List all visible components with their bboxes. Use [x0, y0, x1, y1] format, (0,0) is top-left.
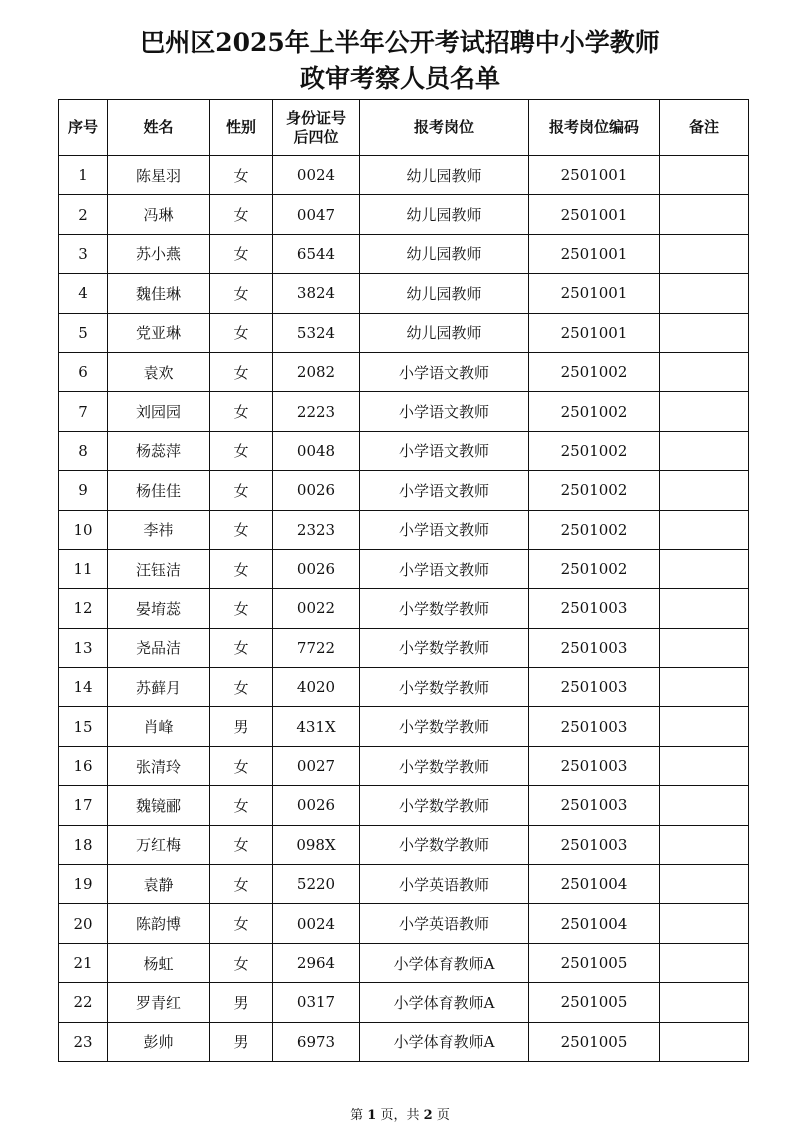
cell-name: 魏佳琳 [108, 274, 210, 313]
cell-gender: 女 [210, 746, 273, 785]
cell-position-code: 2501002 [529, 352, 660, 391]
cell-no: 13 [59, 628, 108, 667]
cell-name: 袁静 [108, 865, 210, 904]
cell-position-code: 2501001 [529, 234, 660, 273]
cell-id-last4: 0047 [273, 195, 360, 234]
cell-no: 7 [59, 392, 108, 431]
cell-no: 20 [59, 904, 108, 943]
cell-gender: 女 [210, 589, 273, 628]
header-gender: 性别 [210, 100, 273, 156]
cell-id-last4: 098X [273, 825, 360, 864]
cell-remark [660, 156, 749, 195]
cell-no: 15 [59, 707, 108, 746]
cell-remark [660, 589, 749, 628]
cell-name: 彭帅 [108, 1022, 210, 1061]
table-row [59, 313, 749, 352]
cell-remark [660, 392, 749, 431]
cell-no: 10 [59, 510, 108, 549]
cell-position-code: 2501002 [529, 510, 660, 549]
cell-position: 小学语文教师 [360, 471, 529, 510]
cell-no: 21 [59, 943, 108, 982]
cell-position: 小学语文教师 [360, 431, 529, 470]
cell-position: 幼儿园教师 [360, 195, 529, 234]
cell-name: 魏镜郦 [108, 786, 210, 825]
cell-id-last4: 0024 [273, 904, 360, 943]
cell-remark [660, 274, 749, 313]
cell-gender: 女 [210, 865, 273, 904]
cell-remark [660, 943, 749, 982]
cell-id-last4: 5324 [273, 313, 360, 352]
cell-position-code: 2501003 [529, 825, 660, 864]
table-row [59, 786, 749, 825]
cell-remark [660, 746, 749, 785]
header-position: 报考岗位 [360, 100, 529, 156]
cell-position-code: 2501002 [529, 471, 660, 510]
cell-position: 小学数学教师 [360, 825, 529, 864]
document-title-line1: 巴州区2025年上半年公开考试招聘中小学教师 [140, 28, 660, 57]
cell-no: 11 [59, 549, 108, 588]
cell-name: 刘园园 [108, 392, 210, 431]
cell-position: 小学体育教师A [360, 1022, 529, 1061]
cell-gender: 女 [210, 431, 273, 470]
cell-gender: 女 [210, 825, 273, 864]
cell-remark [660, 313, 749, 352]
cell-position: 幼儿园教师 [360, 156, 529, 195]
cell-name: 党亚琳 [108, 313, 210, 352]
cell-no: 5 [59, 313, 108, 352]
cell-position-code: 2501002 [529, 549, 660, 588]
footer-suffix: 页 [436, 1108, 450, 1123]
cell-position: 幼儿园教师 [360, 234, 529, 273]
cell-remark [660, 1022, 749, 1061]
table-row [59, 746, 749, 785]
cell-gender: 女 [210, 392, 273, 431]
cell-name: 袁欢 [108, 352, 210, 391]
cell-id-last4: 0022 [273, 589, 360, 628]
cell-position: 小学体育教师A [360, 943, 529, 982]
cell-position-code: 2501001 [529, 313, 660, 352]
cell-name: 陈星羽 [108, 156, 210, 195]
cell-gender: 女 [210, 628, 273, 667]
cell-position: 小学体育教师A [360, 983, 529, 1022]
cell-name: 苏小燕 [108, 234, 210, 273]
cell-position: 小学数学教师 [360, 707, 529, 746]
cell-name: 罗青红 [108, 983, 210, 1022]
table-row [59, 352, 749, 391]
header-id-last4 [273, 100, 360, 156]
cell-position-code: 2501004 [529, 865, 660, 904]
cell-name: 冯琳 [108, 195, 210, 234]
cell-position-code: 2501001 [529, 274, 660, 313]
table-row [59, 549, 749, 588]
cell-position-code: 2501002 [529, 431, 660, 470]
cell-id-last4: 0317 [273, 983, 360, 1022]
header-name: 姓名 [108, 100, 210, 156]
cell-remark [660, 904, 749, 943]
cell-name: 汪钰洁 [108, 549, 210, 588]
header-position-code: 报考岗位编码 [529, 100, 660, 156]
header-id-line1: 身份证号 [285, 108, 346, 127]
cell-gender: 女 [210, 274, 273, 313]
cell-position-code: 2501001 [529, 195, 660, 234]
table-body [59, 156, 749, 1062]
cell-id-last4: 431X [273, 707, 360, 746]
cell-position: 小学数学教师 [360, 668, 529, 707]
cell-no: 17 [59, 786, 108, 825]
table-row [59, 825, 749, 864]
cell-position: 小学语文教师 [360, 549, 529, 588]
cell-name: 尧品洁 [108, 628, 210, 667]
cell-remark [660, 471, 749, 510]
header-remark: 备注 [660, 100, 749, 156]
cell-name: 杨虹 [108, 943, 210, 982]
cell-id-last4: 2323 [273, 510, 360, 549]
cell-id-last4: 6973 [273, 1022, 360, 1061]
table-row [59, 668, 749, 707]
cell-position: 小学数学教师 [360, 746, 529, 785]
cell-position: 幼儿园教师 [360, 313, 529, 352]
cell-remark [660, 549, 749, 588]
cell-position-code: 2501003 [529, 707, 660, 746]
cell-id-last4: 0026 [273, 786, 360, 825]
cell-id-last4: 5220 [273, 865, 360, 904]
page-footer [0, 1104, 800, 1123]
cell-no: 18 [59, 825, 108, 864]
cell-position: 小学数学教师 [360, 628, 529, 667]
cell-id-last4: 0027 [273, 746, 360, 785]
cell-no: 22 [59, 983, 108, 1022]
cell-id-last4: 7722 [273, 628, 360, 667]
table-row [59, 510, 749, 549]
cell-name: 陈韵博 [108, 904, 210, 943]
footer-prefix: 第 [350, 1108, 364, 1123]
cell-position-code: 2501003 [529, 589, 660, 628]
cell-gender: 女 [210, 195, 273, 234]
cell-gender: 男 [210, 707, 273, 746]
cell-remark [660, 668, 749, 707]
cell-gender: 男 [210, 983, 273, 1022]
cell-no: 23 [59, 1022, 108, 1061]
cell-id-last4: 2082 [273, 352, 360, 391]
cell-gender: 男 [210, 1022, 273, 1061]
cell-position-code: 2501004 [529, 904, 660, 943]
cell-remark [660, 825, 749, 864]
cell-position-code: 2501002 [529, 392, 660, 431]
cell-id-last4: 0026 [273, 549, 360, 588]
footer-mid: 页，共 [380, 1108, 420, 1123]
cell-position-code: 2501001 [529, 156, 660, 195]
cell-name: 杨佳佳 [108, 471, 210, 510]
cell-no: 8 [59, 431, 108, 470]
cell-gender: 女 [210, 352, 273, 391]
cell-gender: 女 [210, 549, 273, 588]
cell-position: 小学语文教师 [360, 392, 529, 431]
table-row [59, 392, 749, 431]
cell-no: 9 [59, 471, 108, 510]
footer-total-pages: 2 [423, 1108, 433, 1123]
cell-position: 小学语文教师 [360, 510, 529, 549]
cell-id-last4: 3824 [273, 274, 360, 313]
cell-no: 4 [59, 274, 108, 313]
cell-position-code: 2501003 [529, 746, 660, 785]
cell-remark [660, 352, 749, 391]
cell-name: 晏堉蕊 [108, 589, 210, 628]
table-row [59, 274, 749, 313]
table-row [59, 589, 749, 628]
table-row [59, 628, 749, 667]
cell-name: 张清玲 [108, 746, 210, 785]
cell-id-last4: 4020 [273, 668, 360, 707]
table-row [59, 471, 749, 510]
cell-no: 14 [59, 668, 108, 707]
cell-remark [660, 983, 749, 1022]
table-row [59, 431, 749, 470]
cell-remark [660, 865, 749, 904]
cell-gender: 女 [210, 943, 273, 982]
table-row [59, 195, 749, 234]
cell-position-code: 2501005 [529, 983, 660, 1022]
cell-gender: 女 [210, 510, 273, 549]
cell-position: 小学数学教师 [360, 786, 529, 825]
cell-name: 李祎 [108, 510, 210, 549]
cell-gender: 女 [210, 234, 273, 273]
table-row [59, 865, 749, 904]
table-row [59, 707, 749, 746]
document-title-line2: 政审考察人员名单 [299, 64, 500, 93]
cell-id-last4: 6544 [273, 234, 360, 273]
cell-no: 6 [59, 352, 108, 391]
cell-id-last4: 0024 [273, 156, 360, 195]
cell-name: 苏藓月 [108, 668, 210, 707]
cell-position: 小学数学教师 [360, 589, 529, 628]
cell-remark [660, 628, 749, 667]
cell-no: 16 [59, 746, 108, 785]
table-row [59, 1022, 749, 1061]
cell-no: 2 [59, 195, 108, 234]
cell-remark [660, 510, 749, 549]
cell-remark [660, 786, 749, 825]
cell-position: 小学语文教师 [360, 352, 529, 391]
table-row [59, 943, 749, 982]
cell-position: 小学英语教师 [360, 865, 529, 904]
header-id-line2: 后四位 [293, 127, 339, 146]
cell-remark [660, 431, 749, 470]
cell-id-last4: 0026 [273, 471, 360, 510]
table-row [59, 983, 749, 1022]
cell-id-last4: 2964 [273, 943, 360, 982]
cell-position: 幼儿园教师 [360, 274, 529, 313]
cell-no: 12 [59, 589, 108, 628]
cell-position-code: 2501003 [529, 786, 660, 825]
cell-gender: 女 [210, 904, 273, 943]
cell-position: 小学英语教师 [360, 904, 529, 943]
cell-gender: 女 [210, 471, 273, 510]
cell-gender: 女 [210, 786, 273, 825]
cell-position-code: 2501005 [529, 1022, 660, 1061]
cell-position-code: 2501003 [529, 668, 660, 707]
cell-gender: 女 [210, 156, 273, 195]
cell-position-code: 2501005 [529, 943, 660, 982]
cell-name: 肖峰 [108, 707, 210, 746]
table-row [59, 156, 749, 195]
cell-no: 3 [59, 234, 108, 273]
table-row [59, 904, 749, 943]
cell-remark [660, 195, 749, 234]
cell-no: 19 [59, 865, 108, 904]
cell-no: 1 [59, 156, 108, 195]
cell-id-last4: 0048 [273, 431, 360, 470]
candidate-table [58, 99, 749, 1062]
cell-remark [660, 234, 749, 273]
table-row [59, 234, 749, 273]
cell-id-last4: 2223 [273, 392, 360, 431]
header-no: 序号 [59, 100, 108, 156]
cell-gender: 女 [210, 668, 273, 707]
cell-gender: 女 [210, 313, 273, 352]
cell-name: 杨蕊萍 [108, 431, 210, 470]
cell-name: 万红梅 [108, 825, 210, 864]
cell-remark [660, 707, 749, 746]
cell-position-code: 2501003 [529, 628, 660, 667]
table-header-row [59, 100, 749, 156]
footer-page-number: 1 [367, 1108, 377, 1123]
